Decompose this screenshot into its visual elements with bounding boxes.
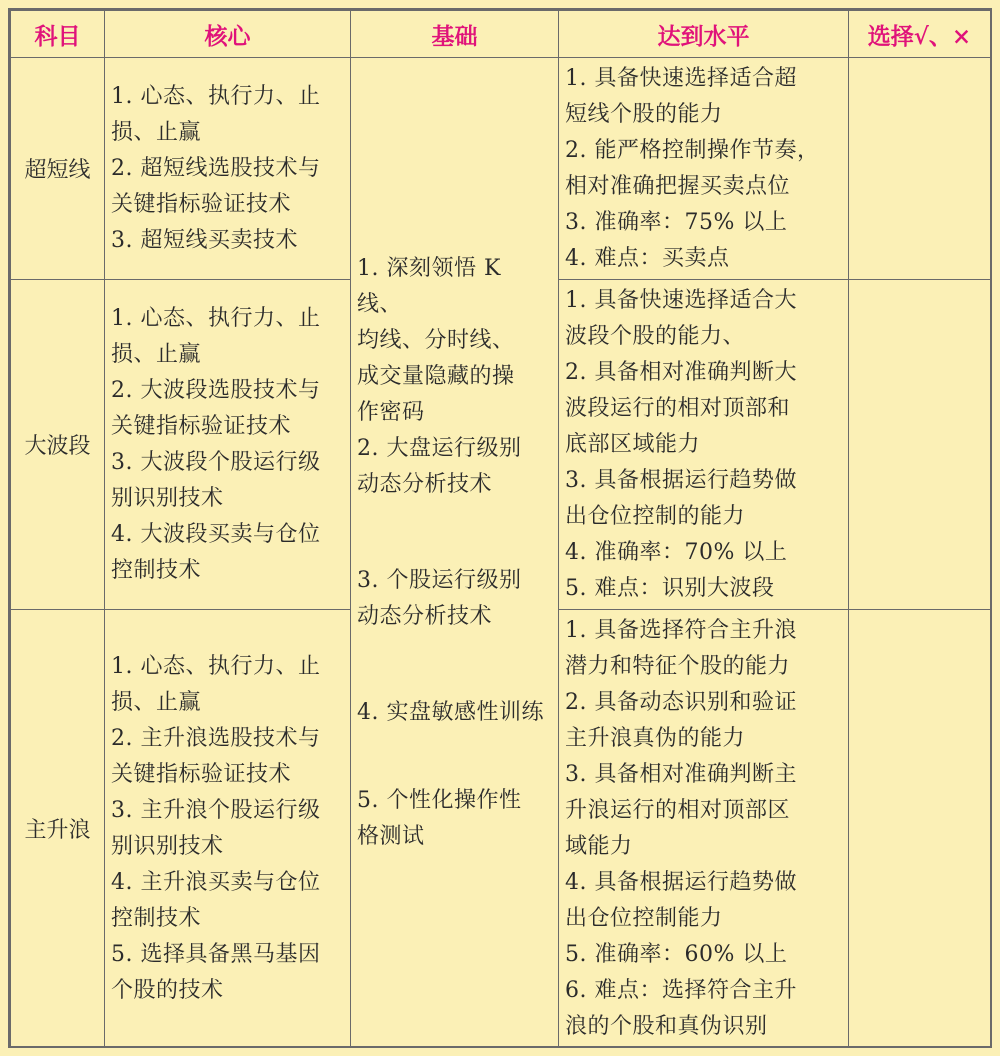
level-cell xyxy=(559,58,849,280)
basis-line: 成交量隐藏的操 xyxy=(357,363,515,389)
core-line: 1. 心态、执行力、止 xyxy=(111,305,321,331)
choice-cell[interactable] xyxy=(849,58,991,280)
course-table-frame xyxy=(8,8,992,1048)
core-line: 1. 心态、执行力、止 xyxy=(111,83,321,109)
basis-line: 均线、分时线、 xyxy=(357,327,515,353)
level-line: 相对准确把握买卖点位 xyxy=(565,173,791,199)
level-line: 浪的个股和真伪识别 xyxy=(565,1013,768,1039)
core-line: 别识别技术 xyxy=(111,833,224,859)
basis-line: 4. 实盘敏感性训练 xyxy=(357,699,544,725)
level-line: 2. 具备相对准确判断大 xyxy=(565,359,797,385)
level-line: 2. 具备动态识别和验证 xyxy=(565,689,797,715)
level-line: 出仓位控制的能力 xyxy=(565,503,746,529)
basis-line: 作密码 xyxy=(357,399,425,425)
level-line: 底部区域能力 xyxy=(565,431,701,457)
basis-line: 1. 深刻领悟 K 线、 xyxy=(357,255,501,317)
level-line: 3. 具备根据运行趋势做 xyxy=(565,467,797,493)
core-line: 3. 大波段个股运行级 xyxy=(111,449,321,475)
core-line: 损、止赢 xyxy=(111,119,202,145)
core-line: 3. 超短线买卖技术 xyxy=(111,227,298,253)
choice-cell[interactable] xyxy=(849,280,991,610)
basis-line: 格测试 xyxy=(357,823,425,849)
core-line: 2. 主升浪选股技术与 xyxy=(111,725,321,751)
core-cell xyxy=(105,610,351,1048)
level-line: 3. 准确率：75% 以上 xyxy=(565,209,788,235)
core-cell xyxy=(105,58,351,280)
level-line: 5. 难点：识别大波段 xyxy=(565,575,775,601)
level-line: 波段运行的相对顶部和 xyxy=(565,395,791,421)
core-line: 损、止赢 xyxy=(111,341,202,367)
level-line: 升浪运行的相对顶部区 xyxy=(565,797,791,823)
core-line: 个股的技术 xyxy=(111,977,224,1003)
level-line: 潜力和特征个股的能力 xyxy=(565,653,791,679)
level-line: 4. 难点：买卖点 xyxy=(565,245,730,271)
level-line: 出仓位控制能力 xyxy=(565,905,723,931)
level-line: 1. 具备快速选择适合大 xyxy=(565,287,797,313)
core-line: 损、止赢 xyxy=(111,689,202,715)
header-basis: 基础 xyxy=(351,11,559,58)
level-line: 6. 难点：选择符合主升 xyxy=(565,977,797,1003)
basis-line: 3. 个股运行级别 xyxy=(357,567,522,593)
basis-line: 动态分析技术 xyxy=(357,603,493,629)
core-line: 1. 心态、执行力、止 xyxy=(111,653,321,679)
level-line: 4. 准确率：70% 以上 xyxy=(565,539,788,565)
subject-cell: 大波段 xyxy=(11,280,105,610)
header-core: 核心 xyxy=(105,11,351,58)
level-line: 1. 具备快速选择适合超 xyxy=(565,65,797,91)
level-line: 域能力 xyxy=(565,833,633,859)
core-line: 3. 主升浪个股运行级 xyxy=(111,797,321,823)
subject-cell: 超短线 xyxy=(11,58,105,280)
core-line: 关键指标验证技术 xyxy=(111,761,292,787)
core-line: 控制技术 xyxy=(111,557,202,583)
basis-cell xyxy=(351,58,559,1048)
core-line: 控制技术 xyxy=(111,905,202,931)
core-line: 别识别技术 xyxy=(111,485,224,511)
course-table xyxy=(10,10,991,1048)
core-line: 关键指标验证技术 xyxy=(111,191,292,217)
level-line: 2. 能严格控制操作节奏， xyxy=(565,137,820,163)
core-cell xyxy=(105,280,351,610)
header-row xyxy=(11,11,991,58)
core-line: 4. 主升浪买卖与仓位 xyxy=(111,869,321,895)
table-row xyxy=(11,58,991,280)
level-line: 短线个股的能力 xyxy=(565,101,723,127)
basis-line: 动态分析技术 xyxy=(357,471,493,497)
level-cell xyxy=(559,280,849,610)
level-line: 波段个股的能力、 xyxy=(565,323,746,349)
level-line: 1. 具备选择符合主升浪 xyxy=(565,617,797,643)
header-subject: 科目 xyxy=(11,11,105,58)
core-line: 关键指标验证技术 xyxy=(111,413,292,439)
subject-cell: 主升浪 xyxy=(11,610,105,1048)
header-choice: 选择√、× xyxy=(849,11,991,58)
level-line: 主升浪真伪的能力 xyxy=(565,725,746,751)
level-line: 3. 具备相对准确判断主 xyxy=(565,761,797,787)
core-line: 2. 大波段选股技术与 xyxy=(111,377,321,403)
choice-cell[interactable] xyxy=(849,610,991,1048)
level-line: 5. 准确率：60% 以上 xyxy=(565,941,788,967)
core-line: 4. 大波段买卖与仓位 xyxy=(111,521,321,547)
core-line: 2. 超短线选股技术与 xyxy=(111,155,321,181)
core-line: 5. 选择具备黑马基因 xyxy=(111,941,321,967)
level-line: 4. 具备根据运行趋势做 xyxy=(565,869,797,895)
header-level: 达到水平 xyxy=(559,11,849,58)
basis-line: 5. 个性化操作性 xyxy=(357,787,522,813)
level-cell xyxy=(559,610,849,1048)
basis-line: 2. 大盘运行级别 xyxy=(357,435,522,461)
